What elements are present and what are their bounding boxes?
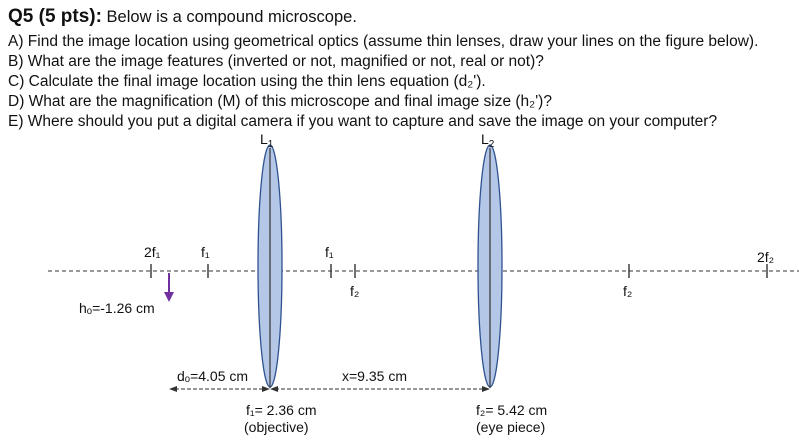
question-part-d: D) What are the magnification (M) of this microscope and final image size (h₂')?: [8, 93, 552, 110]
question-number: Q5 (5 pts):: [8, 6, 102, 27]
question-intro: Below is a compound microscope.: [106, 8, 357, 26]
lens-l2-focal-label: f₂= 5.42 cm: [476, 402, 548, 418]
lens-l2-role-label: (eye piece): [476, 419, 546, 435]
question-part-c: C) Calculate the final image location using the thin lens equation (d₂').: [8, 73, 486, 90]
marker-2f1-label: 2f₁: [144, 244, 161, 260]
lens-l1-label: $L_1$: [260, 131, 274, 150]
lens-l1-focal-label: f₁= 2.36 cm: [246, 402, 317, 418]
marker-f1-left-label: f₁: [201, 244, 210, 260]
question-part-b: B) What are the image features (inverted or not, magnified or not, real or not)?: [8, 53, 544, 70]
distance-do-arrow-left: [169, 386, 177, 392]
marker-f2-left-label: f₂: [350, 283, 360, 299]
question-part-e: E) Where should you put a digital camera if you want to capture and save the image on your computer?: [8, 113, 718, 130]
marker-f2-right-label: f₂: [623, 283, 633, 299]
object-arrow-head: [164, 292, 174, 302]
question-part-a: A) Find the image location using geometrical optics (assume thin lenses, draw your lines on the figure below).: [8, 33, 759, 50]
lens-l2-label: $L_2$: [481, 131, 495, 150]
marker-2f2-label: 2f₂: [757, 249, 775, 265]
lens-separation-label: x=9.35 cm: [342, 368, 407, 384]
lens-l1-role-label: (objective): [244, 419, 309, 435]
object-height-label: hₒ=-1.26 cm: [79, 300, 155, 316]
marker-f1-right-label: f₁: [325, 244, 334, 260]
object-distance-label: dₒ=4.05 cm: [177, 368, 249, 384]
